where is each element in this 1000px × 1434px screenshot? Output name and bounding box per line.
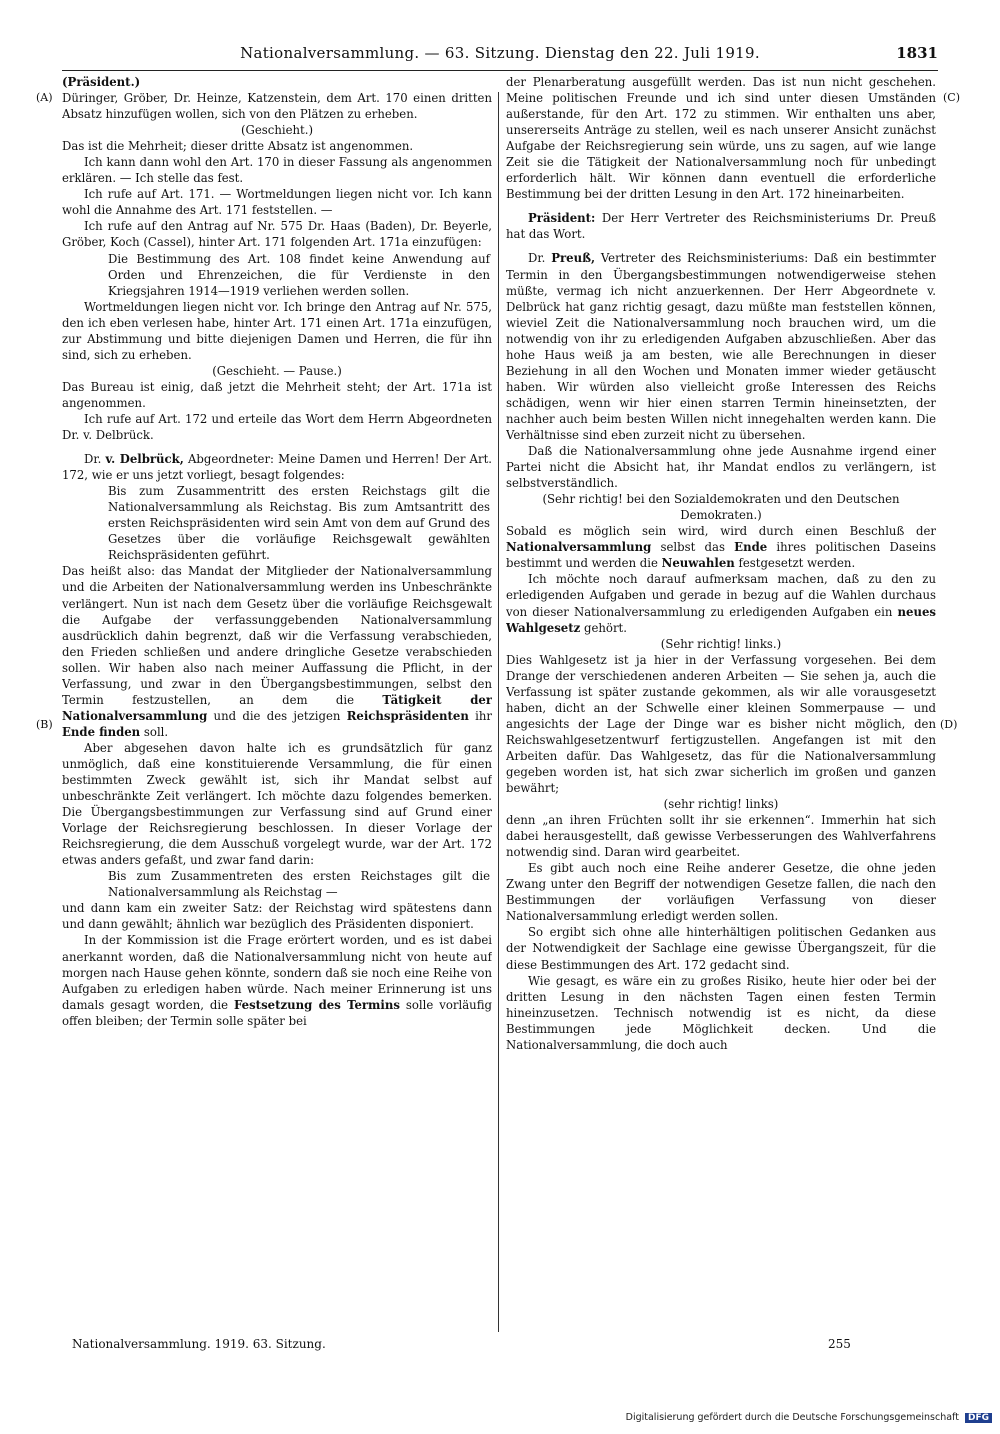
right-column <box>506 74 936 1334</box>
stage-direction: (Geschieht. — Pause.) <box>212 363 342 378</box>
margin-mark-a: (A) <box>36 91 53 104</box>
speech-text: Vertreter des Reichsministeriums: Daß ein bestimmter Termin in den Übergangsbestimmungen notwendigerweise stehen müßte, vermag ich nicht anzuerkennen. Der Herr Abgeordnete v. Delbrück hat ganz richtig gesagt, dazu müßte man feststellen können, wieviel Zeit die Nationalversammlung noch brauchen wird, um die notwendig von ihr zu erledigenden Aufgaben abzuschließen. Aber das hohe Haus weiß ja am besten, wie alle Berechnungen in dieser Beziehung in all den Wochen und Monaten immer wieder getäuscht haben. Wir würden also vielleicht große Interessen des Reichs schädigen, wenn wir hier einen starren Termin hineinsetzten, der nachher auch beim besten Willen nicht innegehalten werden kann. Die Verhältnisse sind eben zurzeit nicht zu übersehen. <box>506 251 936 442</box>
interjection: (Sehr richtig! bei den Sozialdemokraten und den Deutschen Demokraten.) <box>542 492 900 523</box>
margin-mark-c: (C) <box>943 91 960 104</box>
emphasis: Ende <box>734 540 768 555</box>
paragraph: So ergibt sich ohne alle hinterhältigen politischen Gedanken aus der Notwendigkeit der Sachlage eine gewisse Übergangszeit, für die diese Bestimmungen des Art. 172 gedacht sind. <box>506 925 936 972</box>
emphasis: Festsetzung des Termins <box>234 997 400 1012</box>
interjection: (sehr richtig! links) <box>663 797 779 812</box>
text-run: Ich möchte noch darauf aufmerksam machen, daß zu den zu erledigenden Aufgaben und gerade in bezug auf die Wahlen durchaus von dieser Nationalversammlung zu erledigenden Aufgaben ein <box>506 572 936 619</box>
margin-mark-b: (B) <box>36 718 53 731</box>
paragraph <box>62 932 492 1028</box>
text-run: Sobald es möglich sein wird, wird durch einen Beschluß der <box>506 524 936 539</box>
digitization-credit <box>626 1412 992 1423</box>
paragraph: Ich kann dann wohl den Art. 170 in dieser Fassung als angenommen erklären. — Ich stelle das fest. <box>62 155 492 186</box>
speech-start <box>506 250 936 443</box>
speaker-title: Dr. <box>84 452 102 467</box>
text-run: solle vorläufig offen bleiben; der Termin solle später bei <box>62 997 492 1028</box>
emphasis: Nationalversammlung <box>506 540 652 555</box>
paragraph: Ich rufe auf Art. 172 und erteile das Wort dem Herrn Abgeordneten Dr. v. Delbrück. <box>62 411 492 443</box>
text-run: ihres politischen Daseins bestimmt und werden die <box>506 540 936 571</box>
text-run: selbst das <box>660 540 725 555</box>
emphasis: Tätigkeit der Nationalversammlung <box>62 692 492 723</box>
text-run: gehört. <box>584 620 627 635</box>
emphasis: Reichspräsidenten <box>346 708 469 723</box>
paragraph: und dann kam ein zweiter Satz: der Reichstag wird spätestens dann und dann gewählt; ähnlich war bezüglich des Präsidenten disponiert. <box>62 901 492 932</box>
text-run: Das heißt also: das Mandat der Mitglieder der Nationalversammlung und die Arbeiten der Nationalversammlung werden ins Unbeschränkte verlängert. Nun ist nach dem Gesetz über die vorläufige Reichsgewalt die Aufgabe der verfassunggebenden Nationalversammlung ausdrücklich dahin begrenzt, daß wir die Verfassung verabschieden, den Frieden schließen und andere dringliche Gesetze verabschieden sollen. Wir haben also nach meiner Auffassung die Pflicht, in der Verfassung, und zwar in den Übergangsbestimmungen, selbst den Termin festzustellen, an dem die <box>62 564 492 707</box>
text-run: In der Kommission ist die Frage erörtert worden, und es ist dabei anerkannt worden, daß die Nationalversammlung nicht von heute auf morgen nach Hause gehen könnte, sondern daß sie noch eine Reihe von Aufgaben zu erledigen haben würde. Nach meiner Erinnerung ist uns damals gesagt worden, die <box>62 933 492 1012</box>
margin-mark-d: (D) <box>940 718 958 731</box>
paragraph: Das ist die Mehrheit; dieser dritte Absatz ist angenommen. <box>62 139 414 154</box>
footer-page-number: 255 <box>828 1337 851 1351</box>
speech-text: Abgeordneter: Meine Damen und Herren! Der Art. 172, wie er uns jetzt vorliegt, besagt folgendes: <box>62 452 492 483</box>
emphasis: neues Wahlgesetz <box>506 604 936 635</box>
quote-paragraph: Bis zum Zusammentreten des ersten Reichstages gilt die Nationalversammlung als Reichstag — <box>108 869 490 900</box>
paragraph: Ich rufe auf Art. 171. — Wortmeldungen liegen nicht vor. Ich kann wohl die Annahme des Art. 171 feststellen. — <box>62 187 492 218</box>
page-number: 1831 <box>896 44 938 62</box>
speaker-title: Dr. <box>528 251 546 266</box>
speaker-name: Präsident: <box>528 211 596 226</box>
emphasis: Ende finden <box>62 724 141 739</box>
paragraph: Dies Wahlgesetz ist ja hier in der Verfassung vorgesehen. Bei dem Drange der verschiedenen anderen Arbeiten — Sie sehen ja, auch die Verfassung ist später zustande gekommen, als wir alle vorausgesetzt haben, dicht an der Schwelle einer kleinen Sommerpause — und angesichts der Lage der Dinge war es bisher nicht möglich, den Reichswahlgesetzentwurf fertigzustellen. Angefangen ist mit den Arbeiten dafür. Das Wahlgesetz, das für die Nationalversammlung gegeben worden ist, hat sich zwar sicherlich im großen und ganzen bewährt; <box>506 652 936 796</box>
text-run: soll. <box>143 724 169 739</box>
quoted-text <box>62 483 492 563</box>
credit-text: Digitalisierung gefördert durch die Deutsche Forschungsgemeinschaft <box>625 1412 959 1423</box>
page-header <box>62 44 938 71</box>
speech-start <box>506 210 936 242</box>
paragraph <box>62 563 492 740</box>
text-run: ihr <box>475 708 492 723</box>
paragraph: Wie gesagt, es wäre ein zu großes Risiko, heute hier oder bei der dritten Lesung in den nächsten Tagen einen festen Termin hineinzusetzen. Technisch notwendig ist es nicht, da diese Bestimmungen jede Möglichkeit decken. Und die Nationalversammlung, die doch auch <box>506 973 936 1052</box>
interjection: (Sehr richtig! links.) <box>660 636 782 651</box>
paragraph: Aber abgesehen davon halte ich es grundsätzlich für ganz unmöglich, daß eine konstituierende Versammlung, die für einen bestimmten Zweck gewählt ist, sich ihr Mandat selbst auf unbeschränkte Zeit verlängert. Ich möchte dazu folgendes bemerken. Die Übergangsbestimmungen zur Verfassung sind auf Grund einer Vorlage der Reichsregierung beschlossen. In dieser Vorlage der Reichsregierung, die dem Ausschuß vorgelegt wurde, war der Art. 172 etwas anders gefaßt, und zwar fand darin: <box>62 740 492 868</box>
quote-paragraph: Bis zum Zusammentritt des ersten Reichstags gilt die Nationalversammlung als Reichstag. Bis zum Amtsantritt des ersten Reichspräsidenten wird sein Amt von dem auf Grund des Gesetzes über die vorläufige Reichsgewalt gewählten Reichspräsidenten geführt. <box>108 484 490 563</box>
paragraph: Es gibt auch noch eine Reihe anderer Gesetze, die ohne jeden Zwang unter den Begriff der notwendigen Gesetze fallen, die nach den Bestimmungen der vorläufigen Verfassung von dieser Nationalversammlung erledigt werden sollen. <box>506 861 936 924</box>
paragraph: Wortmeldungen liegen nicht vor. Ich bringe den Antrag auf Nr. 575, den ich eben verlesen habe, hinter Art. 171 einen Art. 171a einzufügen, zur Abstimmung und bitte diejenigen Damen und Herren, die für ihn sind, sich zu erheben. <box>62 299 492 362</box>
speech-start <box>62 451 492 483</box>
column-divider <box>498 92 499 1332</box>
left-column <box>62 74 492 1334</box>
footer-left: Nationalversammlung. 1919. 63. Sitzung. <box>72 1337 326 1351</box>
quote-paragraph: Die Bestimmung des Art. 108 findet keine Anwendung auf Orden und Ehrenzeichen, die für Verdienste in den Kriegsjahren 1914—1919 verliehen werden sollen. <box>108 251 490 298</box>
paragraph: der Plenarberatung ausgefüllt werden. Das ist nun nicht geschehen. Meine politischen Freunde und ich sind unter diesen Umständen außerstande, für den Art. 172 zu stimmen. Wir enthalten uns aber, unsererseits Anträge zu stellen, weil es nach unserer Ansicht zunächst Aufgabe der Reichsregierung sein würde, uns zu sagen, auf wie lange Zeit sie die Tätigkeit der Nationalversammlung noch für unbedingt erforderlich hält. Wir können dann eventuell die erforderliche Bestimmung bei der dritten Lesung in den Art. 172 hineinarbeiten. <box>506 75 936 202</box>
speaker-name: v. Delbrück, <box>105 452 184 467</box>
text-run: festgesetzt werden. <box>738 556 856 571</box>
paragraph: Düringer, Gröber, Dr. Heinze, Katzenstein, dem Art. 170 einen dritten Absatz hinzufügen wollen, sich von den Plätzen zu erheben. <box>62 91 492 122</box>
quoted-text <box>62 251 492 299</box>
speaker-name: Preuß, <box>551 251 596 266</box>
paragraph: Ich rufe auf den Antrag auf Nr. 575 Dr. Haas (Baden), Dr. Beyerle, Gröber, Koch (Cassel), hinter Art. 171 folgenden Art. 171a einzufügen: <box>62 219 492 250</box>
dfg-logo-icon: DFG <box>965 1413 992 1423</box>
paragraph: Daß die Nationalversammlung ohne jede Ausnahme irgend einer Partei nicht die Absicht hat, ihr Mandat endlos zu verlängern, ist selbstverständlich. <box>506 444 936 491</box>
running-title: Nationalversammlung. — 63. Sitzung. Dienstag den 22. Juli 1919. <box>240 44 760 62</box>
quoted-text <box>62 868 492 900</box>
text-run: und die des jetzigen <box>213 708 341 723</box>
speech-text: Der Herr Vertreter des Reichsministeriums Dr. Preuß hat das Wort. <box>506 211 936 242</box>
stage-direction: (Geschieht.) <box>240 123 314 138</box>
paragraph: Das Bureau ist einig, daß jetzt die Mehrheit steht; der Art. 171a ist angenommen. <box>62 379 492 410</box>
paragraph <box>506 523 936 571</box>
speaker-continuation: (Präsident.) <box>62 75 141 89</box>
paragraph: denn „an ihren Früchten sollt ihr sie erkennen“. Immerhin hat sich dabei herausgestellt, daß gewisse Verbesserungen des Wahlverfahrens notwendig sind. Daran wird gearbeitet. <box>506 813 936 860</box>
emphasis: Neuwahlen <box>661 556 735 571</box>
paragraph <box>506 571 936 635</box>
